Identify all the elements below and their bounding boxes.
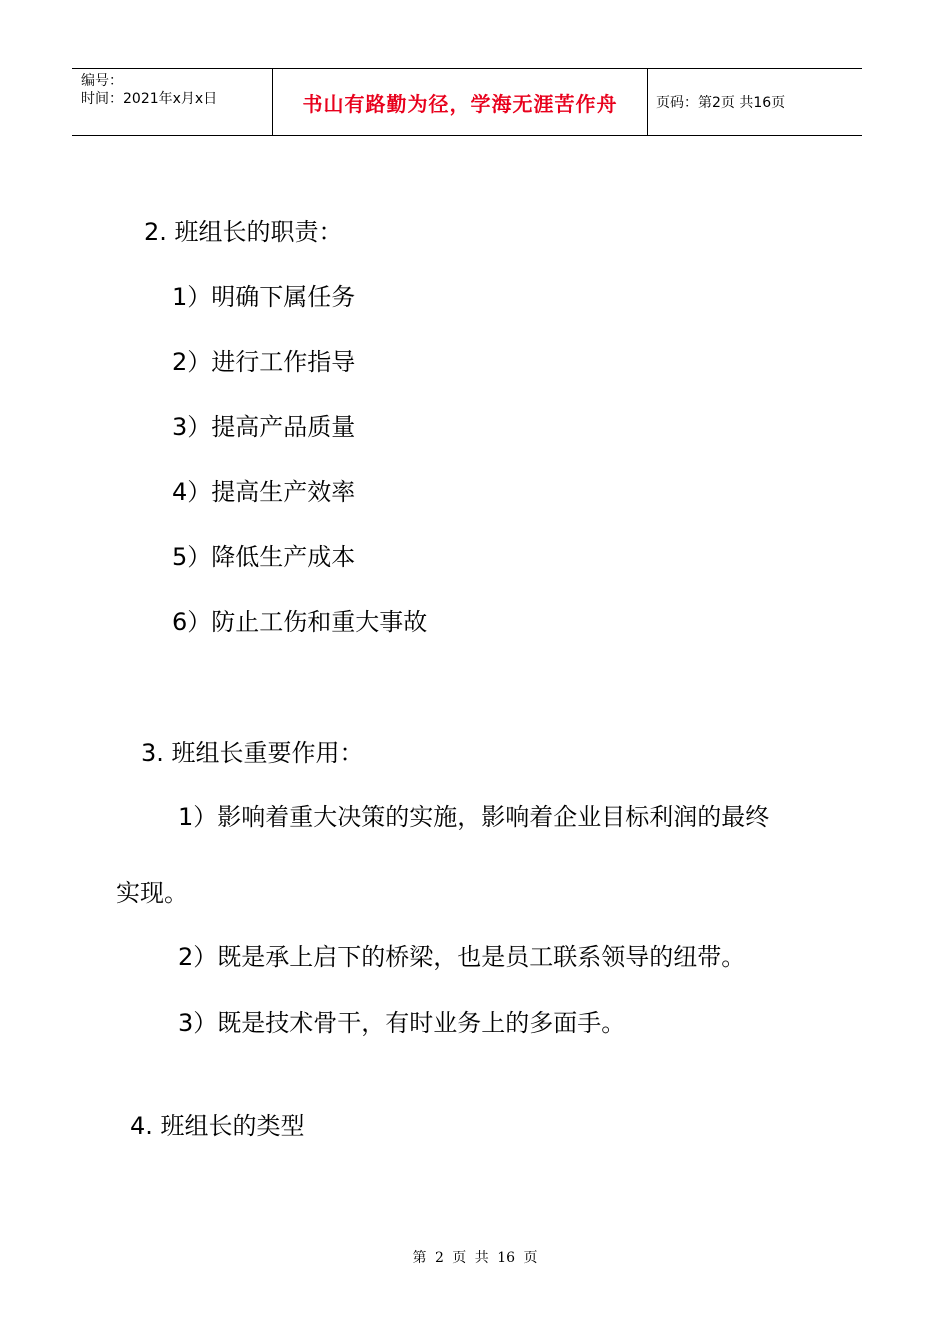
page-footer: 第 2 页 共 16 页	[412, 1250, 538, 1266]
time-label: 时间：2021年x月x日	[81, 91, 218, 107]
header-page-info: 页码：第2页 共16页	[656, 95, 786, 111]
section-2-item-3: 3）提高产品质量	[172, 413, 356, 441]
section-2-item-4: 4）提高生产效率	[172, 478, 356, 506]
section-4-title: 4. 班组长的类型	[130, 1112, 305, 1140]
section-3-item-3: 3）既是技术骨干，有时业务上的多面手。	[178, 1009, 626, 1037]
section-2-item-1: 1）明确下属任务	[172, 283, 356, 311]
header-motto: 书山有路勤为径，学海无涯苦作舟	[273, 69, 648, 135]
section-2-item-2: 2）进行工作指导	[172, 348, 356, 376]
section-3-item-1-line-1: 1）影响着重大决策的实施，影响着企业目标利润的最终	[178, 803, 770, 831]
section-3-item-1-line-2: 实现。	[116, 879, 188, 907]
header-meta	[72, 69, 273, 135]
number-label: 编号：	[81, 73, 123, 89]
section-2-item-6: 6）防止工伤和重大事故	[172, 608, 428, 636]
page-header	[72, 68, 862, 136]
section-3-title: 3. 班组长重要作用：	[141, 739, 364, 767]
section-2-title: 2. 班组长的职责：	[144, 218, 343, 246]
section-3-item-2: 2）既是承上启下的桥梁，也是员工联系领导的纽带。	[178, 943, 746, 971]
section-2-item-5: 5）降低生产成本	[172, 543, 356, 571]
